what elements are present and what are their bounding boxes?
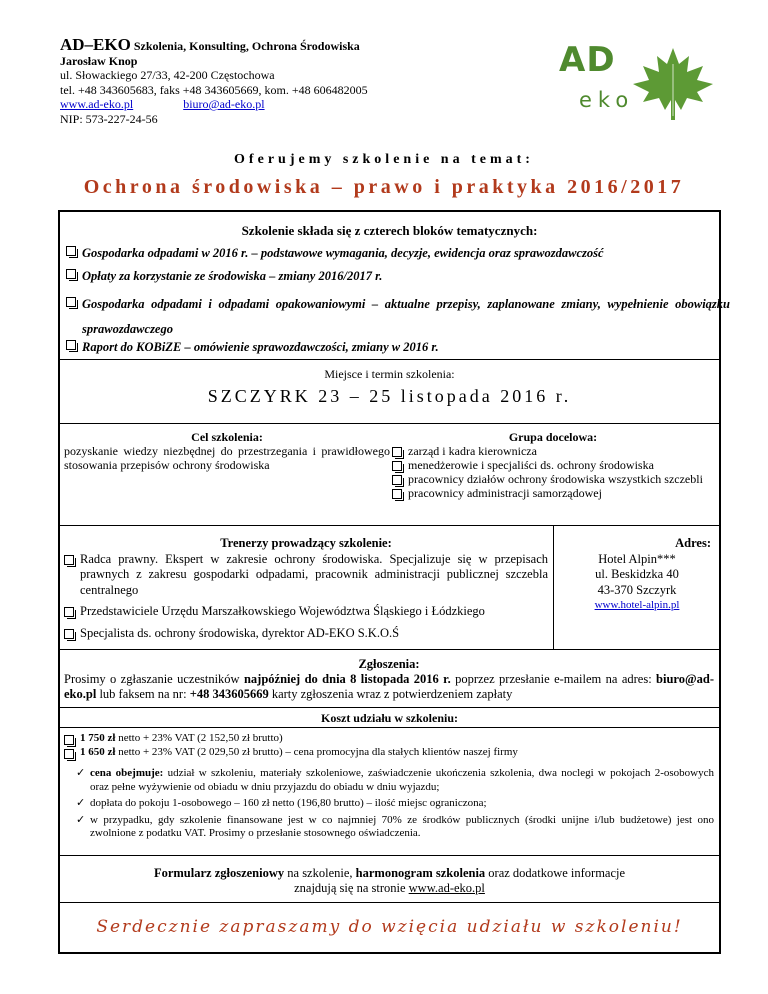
trainer-item: Specjalista ds. ochrony środowiska, dyrektor AD-EKO S.K.O.Ś	[64, 626, 548, 642]
closing-divider	[60, 902, 719, 903]
audience-item: pracownicy administracji samorządowej	[392, 486, 714, 500]
checkbox-bullet-icon	[66, 297, 76, 307]
trainer-item: Radca prawny. Ekspert w zakresie ochrony środowiska. Specjalizuje się w przepisach prawnych z zakresu gospodarki odpadami, pracownik administracji publicznej szczebla centralnego	[64, 552, 548, 599]
block-item: Gospodarka odpadami w 2016 r. – podstawowe wymagania, decyzje, ewidencja oraz sprawozdawczość	[66, 246, 714, 260]
block-item: Gospodarka odpadami i odpadami opakowaniowymi – aktualne przepisy, zaplanowane zmiany, wypełnienie obowiązku sprawozdawczego	[66, 292, 730, 342]
hotel-street: ul. Beskidzka 40	[595, 567, 679, 581]
place-caption: Miejsce i termin szkolenia:	[324, 367, 455, 381]
company-subtitle: Szkolenia, Konsulting, Ochrona Środowiska	[133, 39, 360, 53]
price-promo: 1 650 zł netto + 23% VAT (2 029,50 zł brutto) – cena promocyjna dla stałych klientów naszej firmy	[64, 746, 714, 760]
checkbox-bullet-icon	[66, 340, 76, 350]
ad-eko-logo	[555, 38, 715, 118]
checkbox-bullet-icon	[64, 555, 74, 565]
hotel-name: Hotel Alpin***	[598, 551, 676, 566]
checkbox-bullet-icon	[392, 475, 402, 485]
registration-content	[64, 657, 714, 702]
closing-invitation: Serdecznie zapraszamy do wzięcia udziału w szkoleniu!	[96, 917, 683, 937]
registration-fax: +48 343605669	[189, 687, 269, 701]
cost-includes: ✓ cena obejmuje: udział w szkoleniu, materiały szkoleniowe, zaświadczenie ukończenia szkolenia, dwa noclegi w pokojach 2-osobowych oraz pełne wyżywienie od obiadu w dniu przyjazdu do obiadu w dniu wyjazdu;	[76, 766, 714, 793]
company-name: AD–EKO	[60, 35, 131, 54]
checkbox-bullet-icon	[64, 607, 74, 617]
company-header	[60, 35, 530, 126]
company-address: ul. Słowackiego 27/33, 42-200 Częstochowa	[60, 68, 275, 82]
audience-column	[392, 430, 714, 500]
vat-exemption-note: ✓ w przypadku, gdy szkolenie finansowane jest w co najmniej 70% ze środków publicznych (środki unijne i/lub budżetowe) jest ono zwolnione z podatku VAT. Prosimy o przesłanie stosownego oświadczenia.	[76, 812, 714, 839]
goal-heading: Cel szkolenia:	[191, 430, 263, 444]
cost-heading: Koszt udziału w szkoleniu:	[320, 711, 458, 725]
audience-item: zarząd i kadra kierownicza	[392, 444, 714, 458]
registration-email: biuro@ad-eko.pl	[64, 672, 714, 701]
training-details-box	[58, 210, 730, 954]
company-email-link[interactable]: biuro@ad-eko.pl	[183, 97, 265, 111]
maple-leaf-icon	[631, 44, 715, 122]
registration-heading: Zgłoszenia:	[358, 657, 420, 671]
block-item: Raport do KOBiZE – omówienie sprawozdawczości, zmiany w 2016 r.	[66, 340, 714, 354]
audience-heading: Grupa docelowa:	[508, 430, 598, 444]
company-phones: tel. +48 343605683, faks +48 343605669, kom. +48 606482005	[60, 82, 368, 97]
form-label: Formularz zgłoszeniowy	[153, 866, 285, 880]
checkbox-bullet-icon	[66, 269, 76, 279]
registration-text: Prosimy o zgłaszanie uczestników najpóźniej do dnia 8 listopada 2016 r. poprzez przesłanie e-mailem na adres: biuro@ad-eko.pl lub faksem na nr: +48 343605669 karty zgłoszenia wraz z potwierdzeniem zapłaty	[64, 672, 714, 701]
trainers-heading: Trenerzy prowadzący szkolenie:	[220, 536, 392, 550]
cost-section	[60, 708, 719, 856]
blocks-heading: Szkolenie składa się z czterech bloków tematycznych:	[241, 223, 538, 238]
audience-item: menedżerowie i specjaliści ds. ochrony środowiska	[392, 458, 714, 472]
registration-section	[60, 650, 719, 708]
checkbox-bullet-icon	[392, 489, 402, 499]
logo-text-eko: eko	[579, 88, 635, 112]
training-title: Ochrona środowiska – prawo i praktyka 2016/2017	[83, 176, 685, 198]
hotel-website-link[interactable]: www.hotel-alpin.pl	[594, 599, 680, 611]
company-nip: NIP: 573-227-24-56	[60, 111, 158, 126]
check-mark-icon: ✓	[76, 796, 86, 809]
block-item: Opłaty za korzystanie ze środowiska – zmiany 2016/2017 r.	[66, 269, 714, 283]
trainer-item: Przedstawiciele Urzędu Marszałkowskiego Województwa Śląskiego i Łódzkiego	[64, 604, 548, 620]
logo-text-ad: AD	[559, 40, 616, 80]
trainers-address-section	[60, 526, 719, 650]
checkbox-bullet-icon	[64, 749, 74, 759]
owner-name: Jarosław Knop	[60, 53, 138, 68]
place-date-section	[60, 360, 719, 424]
goal-column	[64, 430, 390, 472]
address-column	[557, 536, 717, 614]
checkbox-bullet-icon	[66, 246, 76, 256]
cost-heading-bar	[60, 708, 719, 728]
registration-deadline: najpóźniej do dnia 8 listopada 2016 r.	[243, 672, 451, 686]
checkbox-bullet-icon	[392, 447, 402, 457]
address-heading: Adres:	[675, 536, 711, 550]
goal-text: pozyskanie wiedzy niezbędnej do przestrzegania i prawidłowego stosowania przepisów ochrony środowiska	[64, 444, 390, 472]
checkbox-bullet-icon	[64, 735, 74, 745]
schedule-label: harmonogram szkolenia	[355, 866, 486, 880]
footer-website-link[interactable]: www.ad-eko.pl	[408, 881, 485, 895]
checkbox-bullet-icon	[64, 629, 74, 639]
price-standard: 1 750 zł netto + 23% VAT (2 152,50 zł brutto)	[64, 732, 714, 746]
checkbox-bullet-icon	[392, 461, 402, 471]
thematic-blocks-section	[60, 212, 730, 360]
trainers-column	[60, 526, 554, 649]
place-date-value: SZCZYRK 23 – 25 listopada 2016 r.	[207, 386, 572, 406]
goal-audience-section	[60, 424, 719, 526]
audience-item: pracownicy działów ochrony środowiska wszystkich szczebli	[392, 472, 714, 486]
single-room-surcharge: ✓ dopłata do pokoju 1-osobowego – 160 zł netto (196,80 brutto) – ilość miejsc ograniczona;	[76, 796, 487, 809]
check-mark-icon: ✓	[76, 812, 86, 826]
check-mark-icon: ✓	[76, 766, 86, 779]
additional-info: Formularz zgłoszeniowy na szkolenie, harmonogram szkolenia oraz dodatkowe informacje znajdują się na stronie www.ad-eko.pl	[153, 866, 626, 895]
hotel-city: 43-370 Szczyrk	[597, 582, 677, 597]
company-website-link[interactable]: www.ad-eko.pl	[60, 97, 134, 111]
offer-line: Oferujemy szkolenie na temat:	[234, 152, 534, 167]
cost-content	[64, 732, 714, 841]
